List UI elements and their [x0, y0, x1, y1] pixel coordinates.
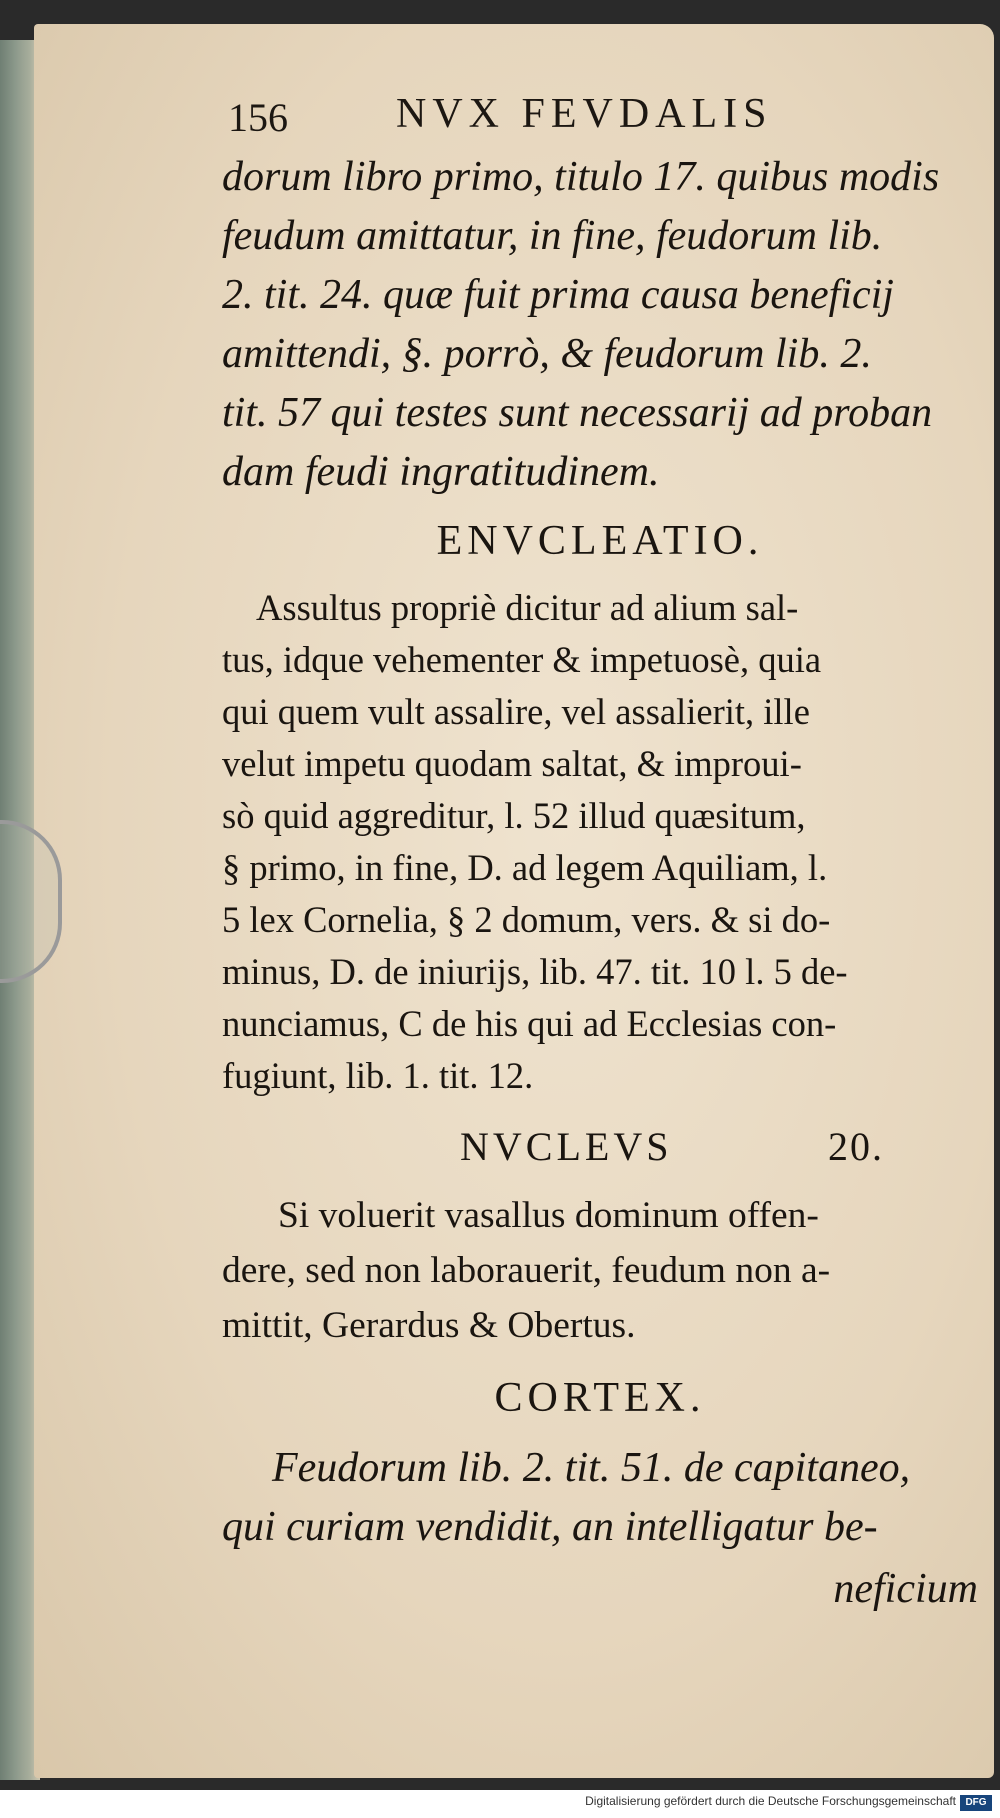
digitization-footer	[0, 1790, 1000, 1818]
text-line: § primo, in fine, D. ad legem Aquiliam, l.	[222, 847, 828, 888]
nucleus-heading: NVCLEVS	[460, 1124, 673, 1169]
text-line: 2. tit. 24. quæ fuit prima causa beneficij	[222, 272, 894, 318]
section-continuation	[222, 148, 978, 502]
text-line: Assultus propriè dicitur ad alium sal-	[256, 587, 799, 628]
text-line: dam feudi ingratitudinem.	[222, 449, 660, 495]
text-line: fugiunt, lib. 1. tit. 12.	[222, 1055, 534, 1096]
funding-note: Digitalisierung gefördert durch die Deutsche Forschungsgemeinschaft	[585, 1794, 956, 1808]
text-line: tit. 57 qui testes sunt necessarij ad proban	[222, 390, 933, 436]
page-header	[228, 90, 948, 150]
text-line: 5 lex Cornelia, § 2 domum, vers. & si do-	[222, 899, 831, 940]
text-line: minus, D. de iniurijs, lib. 47. tit. 10 l. 5 de-	[222, 951, 848, 992]
enucleatio-heading: ENVCLEATIO.	[436, 518, 764, 564]
text-line: amittendi, §. porrò, & feudorum lib. 2.	[222, 331, 872, 377]
nucleus-text	[222, 1188, 978, 1353]
cortex-heading: CORTEX.	[494, 1375, 706, 1421]
cortex-text	[222, 1439, 978, 1557]
text-line: feudum amittatur, in fine, feudorum lib.	[222, 213, 883, 259]
text-line: nunciamus, C de his qui ad Ecclesias con-	[222, 1003, 837, 1044]
text-line: dere, sed non laborauerit, feudum non a-	[222, 1250, 831, 1291]
dfg-logo-icon: DFG	[960, 1795, 992, 1811]
catchword: neficium	[833, 1566, 978, 1612]
text-line: qui quem vult assalire, vel assalierit, ille	[222, 691, 810, 732]
text-line: velut impetu quodam saltat, & improui-	[222, 743, 802, 784]
nucleus-number: 20.	[828, 1124, 884, 1169]
running-head: NVX FEVDALIS	[396, 91, 773, 137]
page-number: 156	[228, 95, 288, 140]
text-line: qui curiam vendidit, an intelligatur be-	[222, 1504, 878, 1550]
text-line: tus, idque vehementer & impetuosè, quia	[222, 639, 822, 680]
page-body	[222, 148, 978, 1619]
text-line: Feudorum lib. 2. tit. 51. de capitaneo,	[272, 1445, 911, 1491]
text-line: mittit, Gerardus & Obertus.	[222, 1305, 636, 1346]
nucleus-heading-row	[222, 1116, 978, 1178]
enucleatio-text	[222, 582, 978, 1102]
text-line: dorum libro primo, titulo 17. quibus modis	[222, 154, 940, 200]
text-line: Si voluerit vasallus dominum offen-	[278, 1195, 819, 1236]
text-line: sò quid aggreditur, l. 52 illud quæsitum,	[222, 795, 806, 836]
